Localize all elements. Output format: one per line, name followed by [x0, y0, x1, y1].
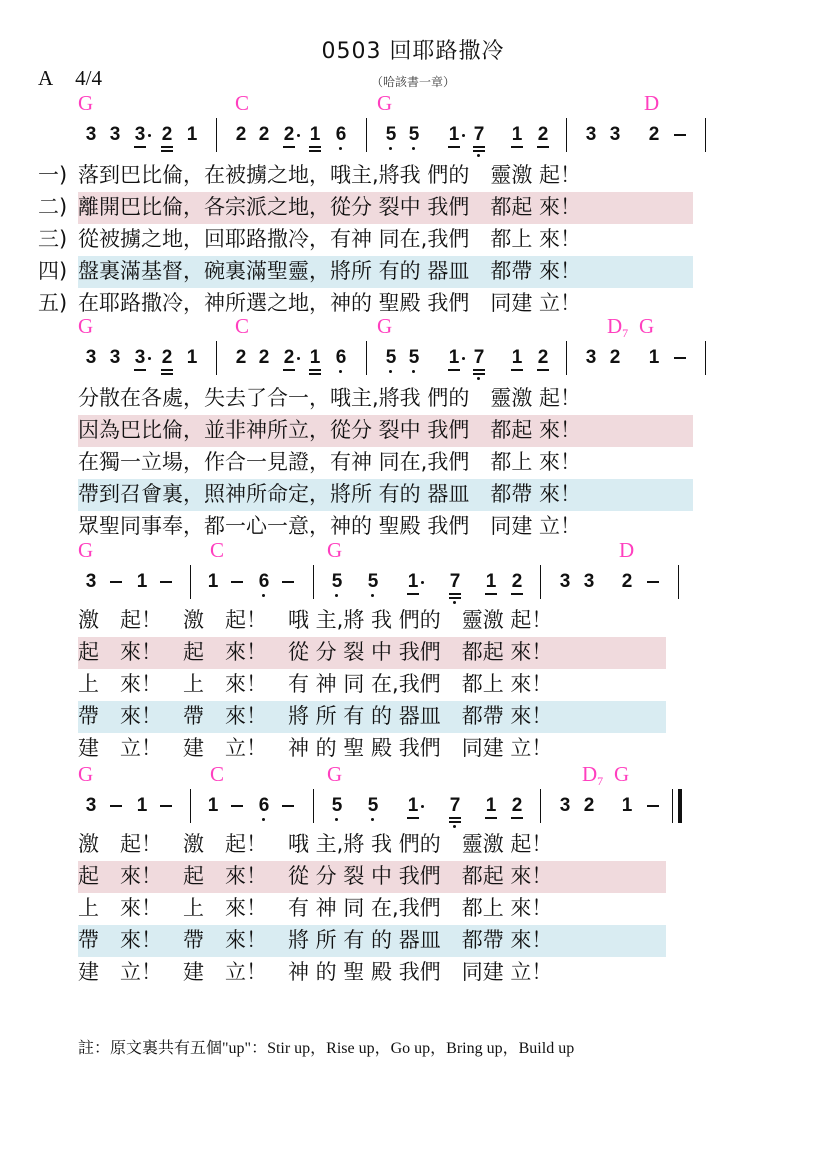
note-digit: 5 — [408, 347, 420, 368]
underline-eighth — [407, 817, 419, 819]
note-digit: 2 — [161, 347, 173, 368]
lyric-line: 帶到召會裏，照神所命定，將所 有的 器皿 都帶 來！ — [78, 482, 582, 506]
note — [620, 795, 634, 817]
note-digit: 2 — [583, 795, 595, 816]
augmentation-dot — [148, 134, 151, 137]
sustain-dash — [160, 581, 172, 583]
chord-label: D — [607, 314, 623, 338]
note — [536, 124, 550, 146]
note — [558, 571, 572, 593]
note-digit: 7 — [473, 124, 485, 145]
chord-label: D — [619, 538, 635, 562]
lyric-line: 離開巴比倫，各宗派之地，從分 裂中 我們 都起 來！ — [78, 195, 582, 219]
note-digit: 2 — [283, 124, 295, 145]
note-digit: 6 — [335, 124, 347, 145]
note-digit: 1 — [448, 347, 460, 368]
chord-symbol — [639, 314, 654, 339]
chord-label: G — [327, 762, 343, 786]
chord-label: G — [639, 314, 655, 338]
note — [308, 347, 322, 369]
note — [84, 124, 98, 146]
sustain-dash — [160, 805, 172, 807]
note-digit: 3 — [559, 571, 571, 592]
lower-octave-dot — [477, 154, 480, 157]
lower-octave-dot — [335, 594, 338, 597]
underline-sixteenth — [309, 150, 321, 152]
note-digit: 5 — [408, 124, 420, 145]
note-digit: 1 — [511, 347, 523, 368]
chord-symbol — [644, 91, 659, 116]
lyric-line: 建 立！ 建 立！ 神 的 聖 殿 我們 同建 立！ — [78, 736, 553, 760]
lower-octave-dot — [412, 370, 415, 373]
note — [84, 571, 98, 593]
chord-label: C — [210, 538, 225, 562]
note — [407, 347, 421, 369]
underline-eighth — [511, 593, 523, 595]
barline — [705, 341, 706, 375]
lyric-line: 眾聖同事奉，都一心一意，神的 聖殿 我們 同建 立！ — [78, 514, 582, 538]
chord-label: C — [235, 314, 250, 338]
augmentation-dot — [421, 805, 424, 808]
note-digit: 1 — [511, 124, 523, 145]
note — [620, 571, 634, 593]
augmentation-dot — [421, 581, 424, 584]
note — [108, 124, 122, 146]
note — [366, 571, 380, 593]
chord-symbol — [210, 538, 224, 563]
note-digit: 7 — [473, 347, 485, 368]
lower-octave-dot — [389, 370, 392, 373]
note — [472, 347, 486, 369]
underline-sixteenth — [309, 373, 321, 375]
note-digit: 3 — [585, 347, 597, 368]
note-digit: 2 — [283, 347, 295, 368]
note — [334, 124, 348, 146]
note-digit: 1 — [648, 347, 660, 368]
lyric-line: 建 立！ 建 立！ 神 的 聖 殿 我們 同建 立！ — [78, 960, 553, 984]
note-digit: 1 — [136, 571, 148, 592]
chord-label: G — [377, 91, 393, 115]
barline — [216, 118, 217, 152]
note-digit: 1 — [136, 795, 148, 816]
note — [608, 347, 622, 369]
barline — [313, 789, 314, 823]
barline — [366, 341, 367, 375]
chord-label: G — [78, 762, 94, 786]
note — [447, 347, 461, 369]
note — [282, 347, 296, 369]
underline-eighth — [511, 817, 523, 819]
chord-symbol — [327, 538, 342, 563]
note — [257, 347, 271, 369]
note-digit: 3 — [85, 571, 97, 592]
note-digit: 2 — [258, 124, 270, 145]
lyric-line: 上 來！ 上 來！ 有 神 同 在,我們 都上 來！ — [78, 672, 553, 696]
note — [160, 124, 174, 146]
note — [448, 571, 462, 593]
underline-eighth — [537, 146, 549, 148]
note-digit: 6 — [335, 347, 347, 368]
chord-symbol — [327, 762, 342, 787]
note — [582, 795, 596, 817]
note — [135, 571, 149, 593]
chord-symbol — [78, 762, 93, 787]
scripture-reference: （哈該書一章） — [370, 75, 455, 89]
note — [206, 795, 220, 817]
note-digit: 2 — [511, 571, 523, 592]
lower-octave-dot — [339, 370, 342, 373]
note-digit: 3 — [609, 124, 621, 145]
verse-number: 四) — [38, 259, 68, 283]
note-digit: 1 — [186, 124, 198, 145]
note — [406, 571, 420, 593]
barline — [678, 565, 679, 599]
underline-sixteenth — [161, 150, 173, 152]
barline — [190, 565, 191, 599]
lower-octave-dot — [335, 818, 338, 821]
underline-eighth — [309, 146, 321, 148]
augmentation-dot — [462, 357, 465, 360]
note — [647, 347, 661, 369]
notation-line — [0, 571, 826, 605]
note-digit: 3 — [585, 124, 597, 145]
note — [133, 347, 147, 369]
note-digit: 5 — [367, 571, 379, 592]
note — [407, 124, 421, 146]
note — [206, 571, 220, 593]
note-digit: 3 — [134, 347, 146, 368]
note-digit: 6 — [258, 571, 270, 592]
note-digit: 7 — [449, 795, 461, 816]
note-digit: 3 — [109, 124, 121, 145]
note — [185, 124, 199, 146]
augmentation-dot — [297, 357, 300, 360]
verse-number: 一) — [38, 163, 68, 187]
note — [584, 347, 598, 369]
key-signature: A — [38, 66, 54, 90]
lyric-line: 在獨一立場，作合一見證，有神 同在,我們 都上 來！ — [78, 450, 582, 474]
note — [510, 124, 524, 146]
sustain-dash — [282, 581, 294, 583]
time-signature: 4/4 — [75, 66, 103, 90]
underline-eighth — [449, 593, 461, 595]
note — [185, 347, 199, 369]
note-digit: 2 — [537, 124, 549, 145]
chord-label: G — [377, 314, 393, 338]
note — [234, 347, 248, 369]
note — [282, 124, 296, 146]
note — [84, 795, 98, 817]
chord-label: G — [78, 314, 94, 338]
barline — [566, 341, 567, 375]
lower-octave-dot — [262, 818, 265, 821]
note-digit: 6 — [258, 795, 270, 816]
lower-octave-dot — [262, 594, 265, 597]
note — [84, 347, 98, 369]
underline-eighth — [309, 369, 321, 371]
chord-label: D — [644, 91, 660, 115]
note — [448, 795, 462, 817]
lyric-line: 上 來！ 上 來！ 有 神 同 在,我們 都上 來！ — [78, 896, 553, 920]
augmentation-dot — [148, 357, 151, 360]
note-digit: 3 — [85, 124, 97, 145]
note-digit: 3 — [559, 795, 571, 816]
underline-sixteenth — [449, 821, 461, 823]
note-digit: 2 — [609, 347, 621, 368]
note — [536, 347, 550, 369]
underline-sixteenth — [473, 373, 485, 375]
note-digit: 1 — [448, 124, 460, 145]
note — [406, 795, 420, 817]
underline-eighth — [134, 146, 146, 148]
note-digit: 5 — [385, 347, 397, 368]
underline-sixteenth — [473, 150, 485, 152]
underline-eighth — [449, 817, 461, 819]
note-digit: 1 — [485, 795, 497, 816]
note — [384, 347, 398, 369]
note — [584, 124, 598, 146]
underline-eighth — [473, 146, 485, 148]
augmentation-dot — [462, 134, 465, 137]
verse-number: 二) — [38, 195, 68, 219]
note-digit: 3 — [85, 795, 97, 816]
note — [484, 571, 498, 593]
underline-eighth — [134, 369, 146, 371]
note-digit: 5 — [385, 124, 397, 145]
underline-eighth — [161, 146, 173, 148]
chord-symbol — [377, 91, 392, 116]
note — [257, 124, 271, 146]
underline-eighth — [161, 369, 173, 371]
note-digit: 3 — [85, 347, 97, 368]
chord-symbol — [607, 314, 628, 341]
chord-symbol — [235, 91, 249, 116]
note-digit: 7 — [449, 571, 461, 592]
note-digit: 2 — [258, 347, 270, 368]
underline-eighth — [485, 817, 497, 819]
underline-sixteenth — [161, 373, 173, 375]
barline — [672, 789, 673, 823]
underline-eighth — [485, 593, 497, 595]
chord-symbol — [78, 314, 93, 339]
note — [135, 795, 149, 817]
final-barline — [678, 789, 682, 823]
footnote: 註：原文裏共有五個"up"：Stir up，Rise up，Go up，Bring up，Build up — [78, 1040, 575, 1057]
chord-symbol — [78, 538, 93, 563]
lyric-line: 激 起！ 激 起！ 哦 主,將 我 們的 靈激 起！ — [78, 832, 553, 856]
chord-label: D — [582, 762, 598, 786]
note — [334, 347, 348, 369]
sustain-dash — [282, 805, 294, 807]
lyric-line: 起 來！ 起 來！ 從 分 裂 中 我們 都起 來！ — [78, 640, 553, 664]
note-digit: 3 — [583, 571, 595, 592]
note-digit: 3 — [134, 124, 146, 145]
chord-label: G — [614, 762, 630, 786]
note — [558, 795, 572, 817]
underline-sixteenth — [449, 597, 461, 599]
note — [330, 571, 344, 593]
note — [510, 571, 524, 593]
chord-label: C — [210, 762, 225, 786]
lower-octave-dot — [477, 377, 480, 380]
note-digit: 1 — [207, 571, 219, 592]
notation-line — [0, 347, 826, 381]
notation-line — [0, 795, 826, 829]
note-digit: 1 — [309, 124, 321, 145]
note — [510, 795, 524, 817]
lyric-line: 起 來！ 起 來！ 從 分 裂 中 我們 都起 來！ — [78, 864, 553, 888]
note-digit: 2 — [235, 124, 247, 145]
note — [257, 571, 271, 593]
note — [160, 347, 174, 369]
sustain-dash — [674, 357, 686, 359]
note — [308, 124, 322, 146]
note-digit: 5 — [331, 571, 343, 592]
chord-symbol — [619, 538, 634, 563]
underline-eighth — [511, 369, 523, 371]
underline-eighth — [537, 369, 549, 371]
chord-extension: 7 — [597, 774, 604, 788]
notation-line — [0, 124, 826, 158]
barline — [313, 565, 314, 599]
lyric-line: 帶 來！ 帶 來！ 將 所 有 的 器皿 都帶 來！ — [78, 928, 553, 952]
barline — [190, 789, 191, 823]
note-digit: 1 — [407, 571, 419, 592]
note-digit: 1 — [186, 347, 198, 368]
note — [510, 347, 524, 369]
barline — [705, 118, 706, 152]
note — [108, 347, 122, 369]
sustain-dash — [674, 134, 686, 136]
verse-number: 五) — [38, 291, 68, 315]
sustain-dash — [110, 805, 122, 807]
note-digit: 3 — [109, 347, 121, 368]
underline-eighth — [283, 369, 295, 371]
sustain-dash — [231, 805, 243, 807]
chord-label: C — [235, 91, 250, 115]
note — [582, 571, 596, 593]
verse-number: 三) — [38, 227, 68, 251]
lower-octave-dot — [389, 147, 392, 150]
note-digit: 2 — [235, 347, 247, 368]
sustain-dash — [231, 581, 243, 583]
underline-eighth — [473, 369, 485, 371]
lyric-line: 從被擄之地，回耶路撒冷，有神 同在,我們 都上 來！ — [78, 227, 582, 251]
note — [384, 124, 398, 146]
barline — [216, 341, 217, 375]
chord-extension: 7 — [622, 326, 629, 340]
barline — [540, 789, 541, 823]
lower-octave-dot — [371, 818, 374, 821]
sustain-dash — [647, 805, 659, 807]
sustain-dash — [110, 581, 122, 583]
lower-octave-dot — [412, 147, 415, 150]
note-digit: 2 — [648, 124, 660, 145]
barline — [366, 118, 367, 152]
underline-eighth — [407, 593, 419, 595]
lyric-line: 激 起！ 激 起！ 哦 主,將 我 們的 靈激 起！ — [78, 608, 553, 632]
note-digit: 1 — [621, 795, 633, 816]
note-digit: 2 — [161, 124, 173, 145]
note — [366, 795, 380, 817]
chord-label: G — [78, 538, 94, 562]
chord-label: G — [78, 91, 94, 115]
note-digit: 1 — [407, 795, 419, 816]
note-digit: 5 — [367, 795, 379, 816]
note-digit: 1 — [309, 347, 321, 368]
chord-symbol — [377, 314, 392, 339]
note — [234, 124, 248, 146]
lyric-line: 分散在各處，失去了合一，哦主,將我 們的 靈激 起！ — [78, 386, 582, 410]
note — [133, 124, 147, 146]
note — [647, 124, 661, 146]
augmentation-dot — [297, 134, 300, 137]
barline — [540, 565, 541, 599]
note — [257, 795, 271, 817]
lower-octave-dot — [339, 147, 342, 150]
underline-eighth — [448, 146, 460, 148]
lower-octave-dot — [371, 594, 374, 597]
note-digit: 2 — [511, 795, 523, 816]
note — [472, 124, 486, 146]
chord-symbol — [235, 314, 249, 339]
lyric-line: 落到巴比倫，在被擄之地，哦主,將我 們的 靈激 起！ — [78, 163, 582, 187]
chord-symbol — [614, 762, 629, 787]
note-digit: 1 — [485, 571, 497, 592]
lyric-line: 在耶路撒冷，神所選之地，神的 聖殿 我們 同建 立！ — [78, 291, 582, 315]
note — [484, 795, 498, 817]
chord-label: G — [327, 538, 343, 562]
note-digit: 2 — [537, 347, 549, 368]
chord-symbol — [210, 762, 224, 787]
underline-eighth — [283, 146, 295, 148]
note — [330, 795, 344, 817]
note — [608, 124, 622, 146]
lyric-line: 因為巴比倫，並非神所立，從分 裂中 我們 都起 來！ — [78, 418, 582, 442]
note-digit: 5 — [331, 795, 343, 816]
song-title: 0503 回耶路撒冷 — [321, 39, 505, 64]
underline-eighth — [448, 369, 460, 371]
chord-symbol — [78, 91, 93, 116]
note — [447, 124, 461, 146]
note-digit: 2 — [621, 571, 633, 592]
underline-eighth — [511, 146, 523, 148]
lyric-line: 帶 來！ 帶 來！ 將 所 有 的 器皿 都帶 來！ — [78, 704, 553, 728]
lyric-line: 盤裏滿基督，碗裏滿聖靈，將所 有的 器皿 都帶 來！ — [78, 259, 582, 283]
barline — [566, 118, 567, 152]
sustain-dash — [647, 581, 659, 583]
chord-symbol — [582, 762, 603, 789]
note-digit: 1 — [207, 795, 219, 816]
